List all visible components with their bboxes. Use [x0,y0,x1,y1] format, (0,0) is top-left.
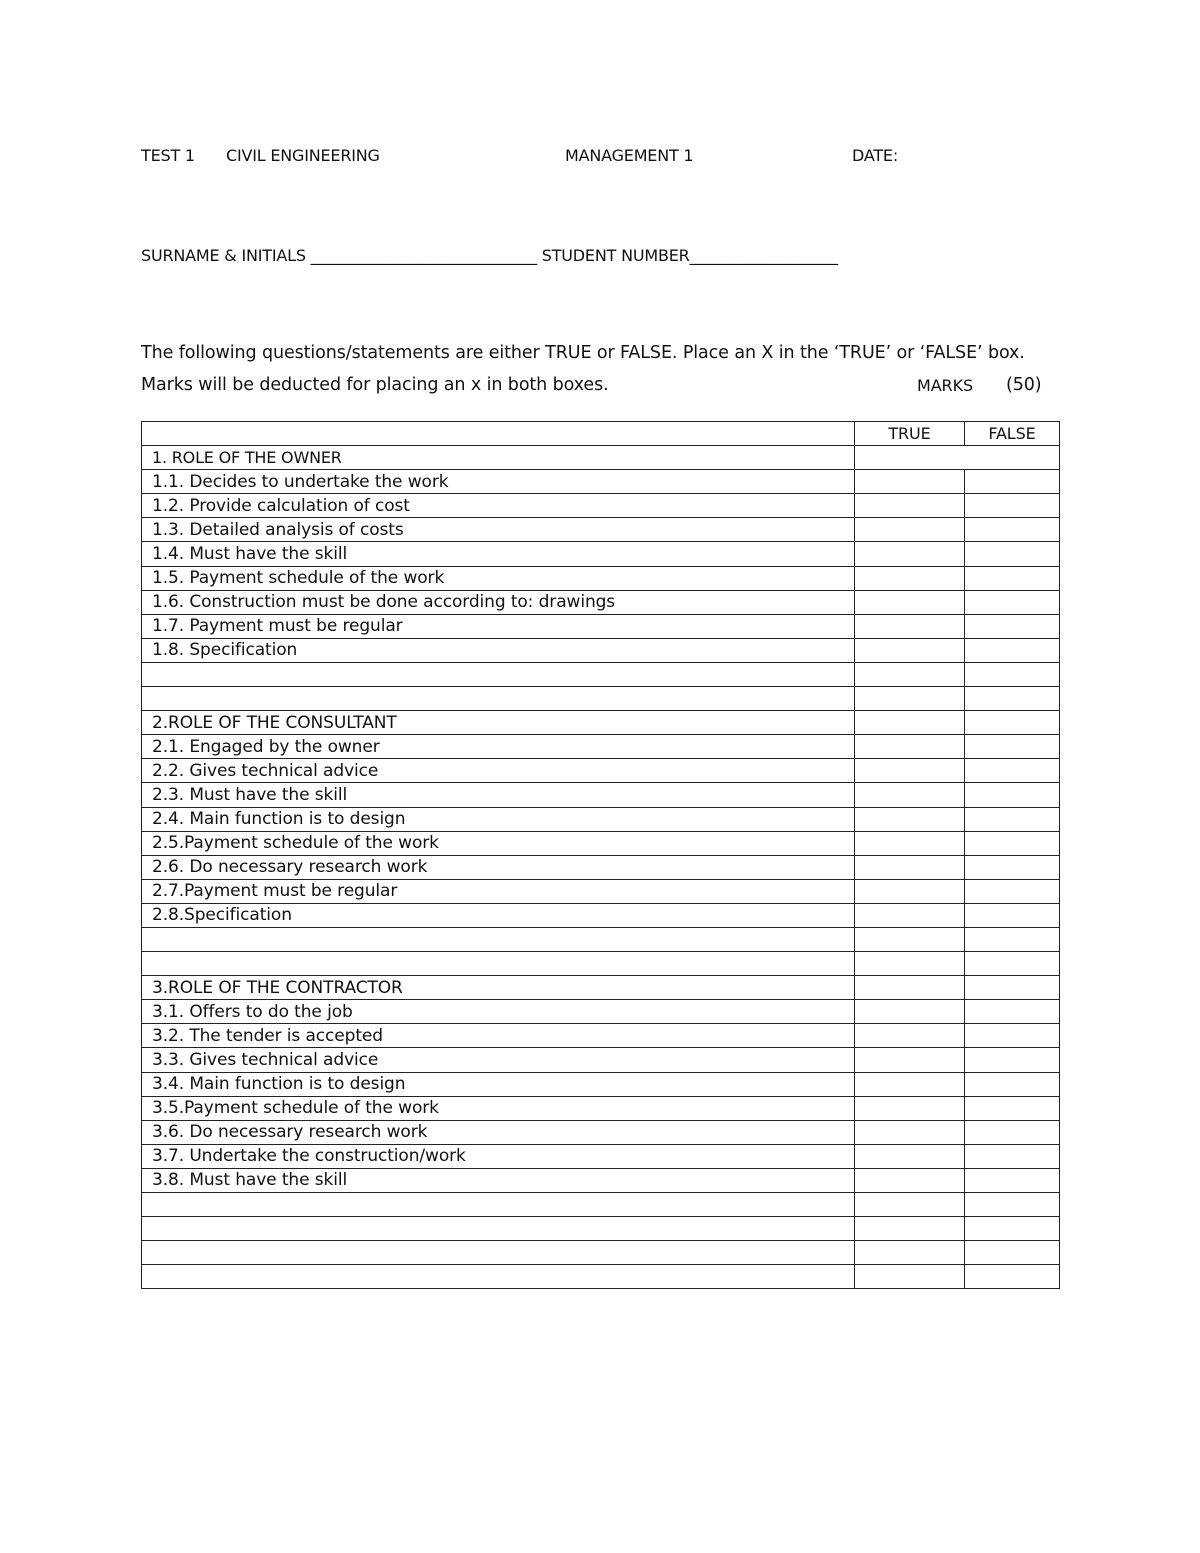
false-box[interactable] [965,711,1060,735]
question-text: 2.3. Must have the skill [142,783,855,807]
subject-title: CIVIL ENGINEERING [226,146,380,165]
table-row [142,518,1060,542]
true-box[interactable] [855,1024,965,1048]
table-row [142,1144,1060,1168]
false-box[interactable] [965,831,1060,855]
table-row [142,807,1060,831]
true-box[interactable] [855,1048,965,1072]
question-text: 1.7. Payment must be regular [142,614,855,638]
table-row [142,1265,1060,1289]
true-box[interactable] [855,927,965,951]
true-box[interactable] [855,470,965,494]
false-box[interactable] [965,566,1060,590]
true-box[interactable] [855,1241,965,1265]
false-box[interactable] [965,470,1060,494]
true-box[interactable] [855,1265,965,1289]
false-box[interactable] [965,1265,1060,1289]
module-title: MANAGEMENT 1 [565,146,694,165]
table-row [142,1000,1060,1024]
header-false: FALSE [965,422,1060,446]
false-box[interactable] [965,494,1060,518]
false-box[interactable] [965,735,1060,759]
false-box[interactable] [965,1217,1060,1241]
question-text [142,662,855,686]
false-box[interactable] [965,927,1060,951]
false-box[interactable] [965,1000,1060,1024]
true-box[interactable] [855,1217,965,1241]
table-row [142,1168,1060,1192]
table-row [142,590,1060,614]
true-box[interactable] [855,952,965,976]
false-box[interactable] [965,1241,1060,1265]
question-text [142,927,855,951]
question-text: 2.8.Specification [142,903,855,927]
table-row [142,1241,1060,1265]
question-text: 3.8. Must have the skill [142,1168,855,1192]
true-box[interactable] [855,855,965,879]
table-header-row [142,422,1060,446]
header-question-cell [142,422,855,446]
question-text: 2.1. Engaged by the owner [142,735,855,759]
table-row [142,542,1060,566]
question-text: 3.6. Do necessary research work [142,1120,855,1144]
question-text: 1.1. Decides to undertake the work [142,470,855,494]
identity-line [141,246,838,265]
table-row [142,711,1060,735]
false-box[interactable] [965,855,1060,879]
true-box[interactable] [855,590,965,614]
false-box[interactable] [965,952,1060,976]
true-box [855,446,965,470]
table-row [142,879,1060,903]
true-box[interactable] [855,879,965,903]
true-box[interactable] [855,1096,965,1120]
false-box[interactable] [965,903,1060,927]
question-text: 3.ROLE OF THE CONTRACTOR [142,976,855,1000]
question-text: 3.5.Payment schedule of the work [142,1096,855,1120]
false-box[interactable] [965,1024,1060,1048]
true-false-table [141,421,1060,1289]
false-box[interactable] [965,976,1060,1000]
question-text: 2.2. Gives technical advice [142,759,855,783]
table-row [142,1024,1060,1048]
table-row [142,903,1060,927]
question-text [142,952,855,976]
table-row [142,855,1060,879]
question-text: 3.3. Gives technical advice [142,1048,855,1072]
question-text [142,687,855,711]
marks-label: MARKS [917,376,974,395]
header-true: TRUE [855,422,965,446]
marks-value: (50) [1006,375,1042,395]
false-box[interactable] [965,518,1060,542]
question-text: 1.2. Provide calculation of cost [142,494,855,518]
surname-label: SURNAME & INITIALS [141,246,306,265]
true-box[interactable] [855,1000,965,1024]
date-label: DATE: [852,146,899,165]
table-row [142,662,1060,686]
table-row [142,1120,1060,1144]
true-box[interactable] [855,1168,965,1192]
question-text [142,1241,855,1265]
false-box[interactable] [965,590,1060,614]
table-row [142,759,1060,783]
question-text: 1.8. Specification [142,638,855,662]
table-row [142,614,1060,638]
question-text [142,1217,855,1241]
instruction-line-1: The following questions/statements are either TRUE or FALSE. Place an X in the ‘TRUE’ or ‘FALSE’ box. [141,343,1025,363]
table-row [142,783,1060,807]
true-box[interactable] [855,807,965,831]
false-box[interactable] [965,783,1060,807]
false-box[interactable] [965,759,1060,783]
instruction-line-2: Marks will be deducted for placing an x in both boxes. [141,375,609,395]
student-number-label: STUDENT NUMBER [541,246,690,265]
table-row [142,687,1060,711]
true-box[interactable] [855,638,965,662]
question-text: 1.5. Payment schedule of the work [142,566,855,590]
true-box[interactable] [855,662,965,686]
false-box[interactable] [965,614,1060,638]
question-text: 2.ROLE OF THE CONSULTANT [142,711,855,735]
question-text: 2.6. Do necessary research work [142,855,855,879]
question-text: 2.7.Payment must be regular [142,879,855,903]
true-box[interactable] [855,566,965,590]
true-box[interactable] [855,518,965,542]
false-box[interactable] [965,1193,1060,1217]
true-box[interactable] [855,1193,965,1217]
true-box[interactable] [855,783,965,807]
false-box[interactable] [965,1120,1060,1144]
table-row [142,1048,1060,1072]
student-number-blank[interactable]: ___________________ [689,246,838,265]
surname-blank[interactable]: _____________________________ [310,246,537,265]
true-box[interactable] [855,687,965,711]
table-row [142,494,1060,518]
false-box[interactable] [965,1096,1060,1120]
true-box[interactable] [855,1144,965,1168]
true-box[interactable] [855,831,965,855]
question-text: 1.3. Detailed analysis of costs [142,518,855,542]
question-text: 2.4. Main function is to design [142,807,855,831]
true-box[interactable] [855,1072,965,1096]
false-box[interactable] [965,1048,1060,1072]
false-box[interactable] [965,542,1060,566]
question-text: 1.6. Construction must be done according to: drawings [142,590,855,614]
false-box[interactable] [965,638,1060,662]
false-box[interactable] [965,1168,1060,1192]
false-box[interactable] [965,807,1060,831]
table-row [142,927,1060,951]
test-number: TEST 1 [141,146,195,165]
question-text: 3.2. The tender is accepted [142,1024,855,1048]
true-box[interactable] [855,1120,965,1144]
table-row [142,831,1060,855]
false-box[interactable] [965,879,1060,903]
false-box[interactable] [965,1144,1060,1168]
table-row [142,1193,1060,1217]
true-box[interactable] [855,903,965,927]
true-box[interactable] [855,542,965,566]
false-box [965,446,1060,470]
false-box[interactable] [965,687,1060,711]
question-text [142,1265,855,1289]
section-row [142,446,1060,470]
true-box[interactable] [855,976,965,1000]
question-text: 1.4. Must have the skill [142,542,855,566]
table-row [142,470,1060,494]
question-text: 3.7. Undertake the construction/work [142,1144,855,1168]
table-row [142,566,1060,590]
true-box[interactable] [855,614,965,638]
question-text: 2.5.Payment schedule of the work [142,831,855,855]
false-box[interactable] [965,662,1060,686]
table-row [142,952,1060,976]
question-text: 3.1. Offers to do the job [142,1000,855,1024]
table-row [142,1096,1060,1120]
table-row [142,1217,1060,1241]
question-text: 3.4. Main function is to design [142,1072,855,1096]
true-box[interactable] [855,711,965,735]
table-row [142,1072,1060,1096]
question-text [142,1193,855,1217]
true-box[interactable] [855,494,965,518]
true-box[interactable] [855,735,965,759]
table-row [142,735,1060,759]
false-box[interactable] [965,1072,1060,1096]
true-box[interactable] [855,759,965,783]
table-row [142,638,1060,662]
section-heading: 1. ROLE OF THE OWNER [142,446,855,470]
table-row [142,976,1060,1000]
